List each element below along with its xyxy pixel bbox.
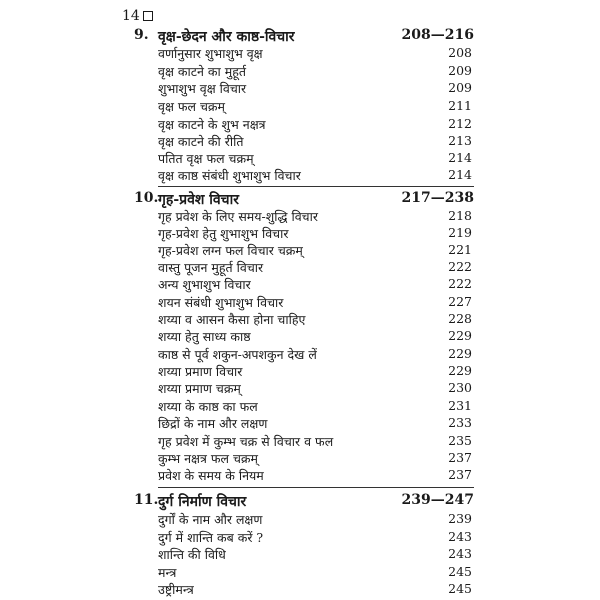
toc-entry: दुर्ग में शान्ति कब करें ? 243	[158, 529, 472, 545]
toc-entry: पतित वृक्ष फल चक्रम् 214	[158, 150, 472, 166]
section-divider	[158, 186, 474, 187]
chapter-page-range: 239—247	[401, 492, 474, 508]
toc-entry: कुम्भ नक्षत्र फल चक्रम् 237	[158, 450, 472, 466]
section-divider	[158, 487, 474, 488]
toc-entry: गृह प्रवेश में कुम्भ चक्र से विचार व फल 235	[158, 433, 472, 449]
toc-entry: वास्तु पूजन मुहूर्त विचार 222	[158, 259, 472, 275]
toc-entry: गृह-प्रवेश हेतु शुभाशुभ विचार 219	[158, 225, 472, 241]
toc-entry: शान्ति की विधि 243	[158, 546, 472, 562]
page-number: 14	[122, 8, 153, 24]
chapter-9-heading	[134, 27, 474, 47]
toc-entry: वृक्ष काटने की रीति 213	[158, 133, 472, 149]
toc-entry: शय्या व आसन कैसा होना चाहिए 228	[158, 311, 472, 327]
toc-entry: वर्णानुसार शुभाशुभ वृक्ष 208	[158, 45, 472, 61]
toc-entry: प्रवेश के समय के नियम 237	[158, 467, 472, 483]
toc-entry: गृह-प्रवेश लग्न फल विचार चक्रम् 221	[158, 242, 472, 258]
chapter-11-heading	[134, 492, 474, 512]
toc-entry: काष्ठ से पूर्व शकुन-अपशकुन देख लें 229	[158, 346, 472, 362]
toc-entry: शय्या प्रमाण चक्रम् 230	[158, 380, 472, 396]
toc-entry: शयन संबंधी शुभाशुभ विचार 227	[158, 294, 472, 310]
toc-entry: छिद्रों के नाम और लक्षण 233	[158, 415, 472, 431]
chapter-10-heading	[134, 190, 474, 210]
toc-entry: मन्त्र 245	[158, 564, 472, 580]
chapter-title: वृक्ष-छेदन और काष्ठ-विचार	[158, 29, 295, 45]
toc-entry: शय्या के काष्ठ का फल 231	[158, 398, 472, 414]
chapter-number: 10.	[134, 190, 159, 206]
toc-entry: शुभाशुभ वृक्ष विचार 209	[158, 80, 472, 96]
chapter-number: 9.	[134, 27, 149, 43]
toc-entry: वृक्ष काटने का मुहूर्त 209	[158, 63, 472, 79]
chapter-number: 11.	[134, 492, 159, 508]
chapter-title: दुर्ग निर्माण विचार	[158, 494, 247, 510]
toc-entry: उष्ट्रीमन्त्र 245	[158, 581, 472, 597]
toc-entry: वृक्ष काटने के शुभ नक्षत्र 212	[158, 116, 472, 132]
toc-entry: अन्य शुभाशुभ विचार 222	[158, 276, 472, 292]
chapter-page-range: 217—238	[401, 190, 474, 206]
chapter-page-range: 208—216	[401, 27, 474, 43]
toc-entry: दुर्गों के नाम और लक्षण 239	[158, 511, 472, 527]
toc-entry: गृह प्रवेश के लिए समय-शुद्धि विचार 218	[158, 208, 472, 224]
toc-entry: शय्या प्रमाण विचार 229	[158, 363, 472, 379]
toc-entry: शय्या हेतु साध्य काष्ठ 229	[158, 328, 472, 344]
square-box-icon	[143, 11, 153, 21]
toc-entry: वृक्ष काष्ठ संबंधी शुभाशुभ विचार 214	[158, 167, 472, 183]
chapter-title: गृह-प्रवेश विचार	[158, 192, 239, 208]
toc-entry: वृक्ष फल चक्रम् 211	[158, 98, 472, 114]
